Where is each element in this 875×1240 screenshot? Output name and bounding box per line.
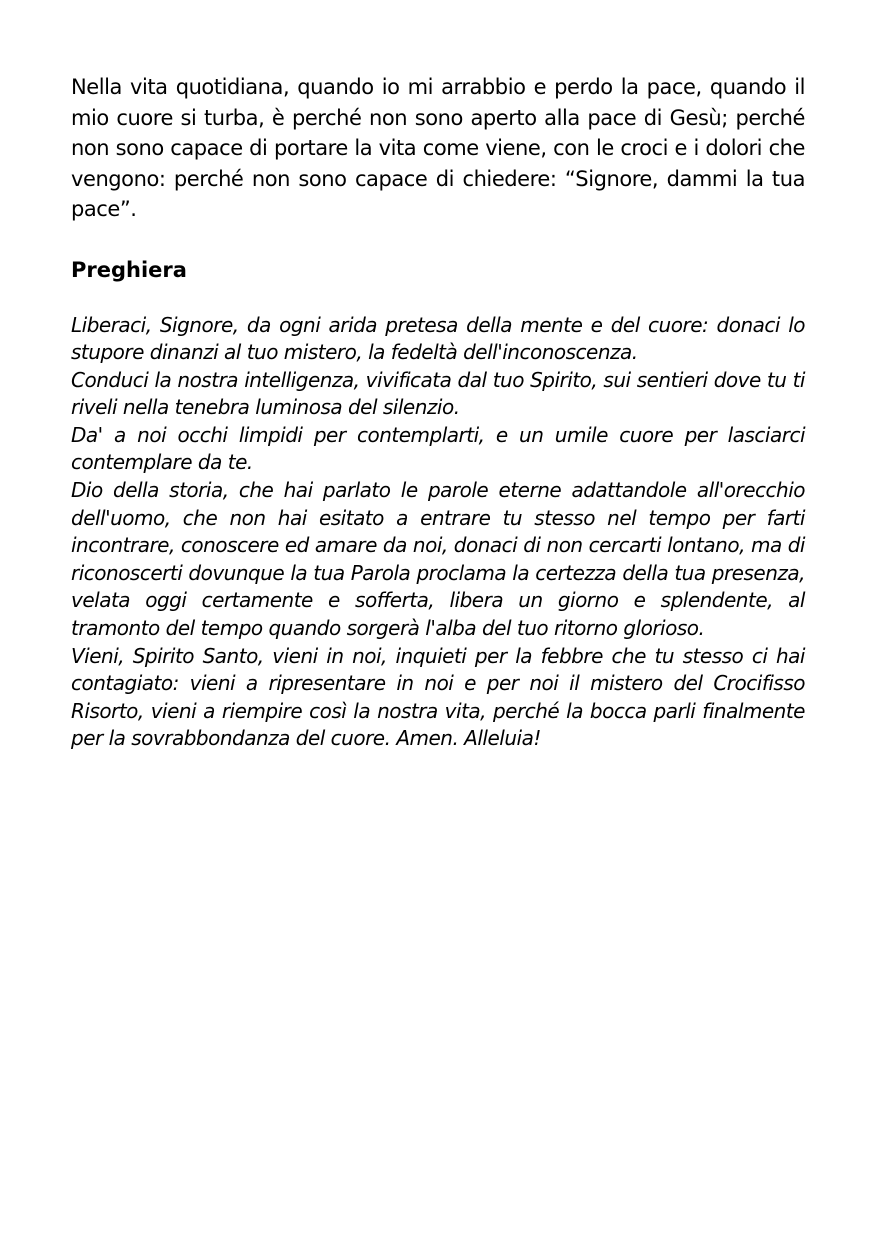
document-page <box>71 72 805 753</box>
prayer-paragraph: Conduci la nostra intelligenza, vivificata dal tuo Spirito, sui sentieri dove tu ti riveli nella tenebra luminosa del silenzio. <box>71 367 805 420</box>
prayer-paragraph: Dio della storia, che hai parlato le parole eterne adattandole all'orecchio dell'uomo, che non hai esitato a entrare tu stesso nel tempo per farti incontrare, conoscere ed amare da noi, donaci di non cercarti lontano, ma di riconoscerti dovunque la tua Parola proclama la certezza della tua presenza, velata oggi certamente e sofferta, libera un giorno e splendente, al tramonto del tempo quando sorgerà l'alba del tuo ritorno glorioso. <box>71 478 805 641</box>
intro-paragraph: Nella vita quotidiana, quando io mi arrabbio e perdo la pace, quando il mio cuore si turba, è perché non sono aperto alla pace di Gesù; perché non sono capace di portare la vita come viene, con le croci e i dolori che vengono: perché non sono capace di chiedere: “Signore, dammi la tua pace”. <box>71 75 805 221</box>
prayer-paragraph: Liberaci, Signore, da ogni arida pretesa della mente e del cuore: donaci lo stupore dinanzi al tuo mistero, la fedeltà dell'inconoscenza. <box>71 312 805 365</box>
prayer-paragraph: Vieni, Spirito Santo, vieni in noi, inquieti per la febbre che tu stesso ci hai contagiato: vieni a ripresentare in noi e per noi il mistero del Crocifisso Risorto, vieni a riempire così la nostra vita, perché la bocca parli finalmente per la sovrabbondanza del cuore. Amen. Alleluia! <box>71 643 805 751</box>
prayer-text <box>71 312 805 754</box>
section-heading: Preghiera <box>71 257 187 282</box>
prayer-paragraph: Da' a noi occhi limpidi per contemplarti, e un umile cuore per lasciarci contemplare da te. <box>71 422 805 475</box>
